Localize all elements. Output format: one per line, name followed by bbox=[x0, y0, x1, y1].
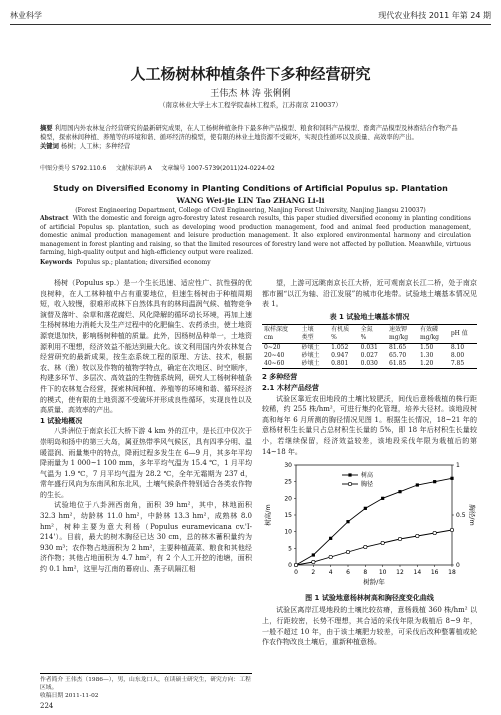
classification-line bbox=[40, 163, 471, 172]
height-point bbox=[416, 484, 419, 487]
y-right-tick-label: 0.5 bbox=[456, 512, 466, 520]
x-tick-label: 16 bbox=[430, 569, 439, 577]
x-tick-label: 18 bbox=[448, 569, 456, 577]
table-header-cell: 速效钾 mg/kg bbox=[387, 325, 418, 344]
x-tick-label: 10 bbox=[378, 569, 387, 577]
table-header-cell: 有机质 % bbox=[329, 325, 359, 344]
legend-marker bbox=[348, 482, 351, 485]
y-left-tick-label: 25 bbox=[284, 478, 292, 486]
series-line-height bbox=[296, 478, 452, 565]
table-row bbox=[262, 360, 477, 369]
table-cell: 0.947 bbox=[331, 352, 349, 360]
table-row bbox=[262, 352, 477, 360]
height-point bbox=[329, 537, 332, 540]
table-cell: 7.85 bbox=[449, 360, 477, 369]
table-cell: 8.10 bbox=[450, 344, 465, 352]
table-cell: 0.801 bbox=[329, 360, 359, 369]
english-abstract-text: With the domestic and foreign agro-forestry latest research results, this paper studied diversified economy in planting conditions of artificial Populus sp. plantation, such as developing wood production management, food and animal feed production management, domestic animal production management and leisure production management. It also explored environmental harmony and circulation management in forest planting and raising, so that the limited resources of forestry land were not affected by pollution. Meanwhile, virtuous farming, high-quality output and high-efficiency output were realized. bbox=[40, 215, 471, 256]
abstract-cn bbox=[40, 124, 461, 151]
section-1-heading: 1 试验地概况 bbox=[40, 416, 83, 425]
dbh-point bbox=[450, 528, 453, 531]
x-tick-label: 0 bbox=[294, 569, 298, 577]
height-point bbox=[312, 554, 315, 557]
y-left-tick-label: 0 bbox=[288, 562, 292, 570]
table-cell: 61.85 bbox=[387, 360, 418, 369]
table-cell: 1.20 bbox=[418, 360, 449, 369]
abstract-label: 摘要 bbox=[40, 125, 53, 132]
legend-label: 胸径 bbox=[361, 481, 374, 489]
table-cell: 0.031 bbox=[360, 344, 378, 352]
table-cell: 0~20 bbox=[264, 344, 281, 352]
x-tick-label: 8 bbox=[363, 569, 368, 577]
body-column-left bbox=[40, 278, 252, 575]
series-line-dbh bbox=[296, 530, 452, 565]
timber-paragraph: 试验区靠近农田地段的土壤比较肥沃，间伐后意杨栽植的株行距较稀，约 255 株/hm²，可进行集约化管理，培养大径材。该地段树高和每年 6 月所测的胸径情况见图 1。根据生长情况，18~21 年的意杨材积生长量只占总材积生长量的 5%，即 18 年后材积生长量较小，若继续保留，经济效益较差，该地段采伐年限为栽植后的第 14~18 年。 bbox=[262, 394, 477, 456]
table-cell: 8.00 bbox=[450, 352, 465, 360]
height-point bbox=[346, 520, 349, 523]
table-cell: 1.50 bbox=[419, 344, 434, 352]
dbh-point bbox=[433, 531, 436, 534]
paper-affiliation: （南京林业大学土木工程学院森林工程系，江苏南京 210037） bbox=[159, 101, 342, 109]
legend-label: 树高 bbox=[361, 472, 374, 480]
footnote bbox=[40, 673, 252, 700]
legend-marker bbox=[348, 474, 351, 477]
english-authors: WANG Wei-jie LIN Tao ZHANG Li-li bbox=[176, 196, 325, 205]
english-keywords-text: Populus sp.; plantation; diversified economy bbox=[76, 259, 211, 266]
abstract-text: 利用国内外农林复合经营研究的最新研究成果，在人工杨树种植条件下最多种产品模型、粮食和饲料产品模型、畜禽产品模型及林畜结合作物产品模型，探索林间种植、养殖等的环境和谐、循环经济的模型，使有限的林业土地资源不受破坏，实现良性循环以及质量、高效率的产出。 bbox=[40, 125, 458, 141]
plot-frame bbox=[296, 465, 452, 565]
site-climate-paragraph: 八卦洲位于南京长江大桥下游 4 km 外的江中，是长江中仅次于崇明岛和扬中的第三大岛，属亚热带季风气候区，具有四季分明、温暖湿润、雨量集中的特点，降雨过程多发生在 6—9 月，其多年平均降雨量为 1 000~1 100 mm，多年平均气温为 15.4 ℃，1 月平均气温为 1.9 ℃，7 月平均气温为 28.2 ℃，全年无霜期为 237 d，常年盛行风向为东南风和东北风，土壤气候条件特别适合各类农作物的生长。 bbox=[40, 427, 252, 499]
x-tick-label: 12 bbox=[396, 569, 404, 577]
author-bio: 作者简介 王伟杰（1986—），男，山东龙口人，在读硕士研究生，研究方向：工程区域。 bbox=[40, 677, 251, 691]
height-point bbox=[381, 497, 384, 500]
dbh-point bbox=[312, 560, 315, 563]
soil-table bbox=[262, 324, 477, 369]
english-abstract bbox=[40, 215, 471, 258]
table-header-cell: 有效磷 mg/kg bbox=[418, 325, 449, 344]
table-header-cell: pH 值 bbox=[449, 325, 477, 344]
height-point bbox=[398, 490, 401, 493]
table-header-cell: 全氮 % bbox=[359, 325, 387, 344]
site-area-paragraph: 试验地位于八卦洲西南角，面积 39 hm²，其中，林地面积 32.3 hm²，幼龄林 11.0 hm²，中龄林 13.3 hm²，成熟林 8.0 hm²，树种主要为意大利杨（Populus euramevicana cv.'I-214'）。目前，最大的树木胸径已达 30 cm，总的林木蓄积量约为 930 m³；农作物占地面积为 2 hm²，主要种植蔬菜、粮食和其他经济作物；其他占地面积为 4.7 hm²，有 2 个人工开挖的池塘，面积约 0.1 hm²，这里与江南的幕府山、燕子矶隔江相 bbox=[40, 501, 252, 574]
x-tick-label: 14 bbox=[413, 569, 422, 577]
table-cell: 砂壤土 bbox=[301, 352, 320, 360]
dbh-point bbox=[381, 541, 384, 544]
figure-caption: 图 1 试验地意杨林树高和胸径度变化曲线 bbox=[305, 593, 434, 602]
table-cell: 81.65 bbox=[389, 344, 407, 352]
table-cell: 砂壤土 bbox=[301, 344, 320, 352]
english-keywords bbox=[40, 259, 471, 266]
y-left-axis-label: 树高/m bbox=[264, 504, 272, 526]
intro-paragraph: 杨树（Populus sp.）是一个生长迅速、适应性广、抗性强的优良树种，在人工林种植中占有重要地位，但速生杨树由于种植周期短，收入较慢，很难形成林下自然体具有的林间温润气候、植物竞争演替及落叶、杂草和落花腐烂、风化降解的循环动长环境，再加上速生杨树林地力消耗大及生产过程中的化肥偏生、农药杀虫，使土地资源衰退加快，影响杨树种植的质量。此外，因杨树品种单一，土地资源利用不理想，经济效益不能达到最大化。该文利用国内外农林复合经营研究的最新成果，按生态系统工程的原理、方法、技术，根据农、林（渔）牧以及作物的植物学特点，确定在次地区、时空顺序，构建多环节、多层次、高效益的生物链系统网，研究人工杨树种植条件下的农林复合经营，探索林间种植、养殖等的环境和谐、循环经济的模式，使有限的土地资源不受破坏并形成良性循环，实现良性以及高质量、高效率的产出。 bbox=[40, 279, 252, 415]
dbh-point bbox=[398, 537, 401, 540]
x-tick-label: 4 bbox=[328, 569, 333, 577]
x-tick-label: 2 bbox=[311, 569, 316, 577]
english-keywords-label: Keywords bbox=[40, 259, 73, 266]
dbh-point bbox=[346, 550, 349, 553]
table-header-cell: 土壤 类型 bbox=[300, 325, 330, 344]
received-date: 收稿日期 2011-11-02 bbox=[40, 693, 99, 699]
y-left-tick-label: 10 bbox=[284, 528, 292, 536]
english-affiliation: (Forest Engineering Department, College of Civil Engineering, Nanjing Forest University, Nanjing Jiangsu 210037) bbox=[75, 207, 426, 214]
site-location-paragraph: 望，上游可远眺南京长江大桥，近可观南京长江二桥，处于南京都市圈“以江为轴、沿江发展”的城市化地带。试验地土壤基本情况见表 1。 bbox=[262, 279, 477, 309]
height-point bbox=[433, 480, 436, 483]
article-number: 文章编号 1007-5739(2011)24-0224-02 bbox=[161, 165, 275, 172]
table-cell: 砂壤土 bbox=[300, 360, 330, 369]
y-right-axis-label: 胸径/m bbox=[468, 504, 476, 526]
journal-section: 林业科学 bbox=[10, 11, 42, 20]
y-left-tick-label: 30 bbox=[284, 462, 292, 470]
english-title: Study on Diversified Economy in Planting Conditions of Artificial Populus sp. Plantation bbox=[53, 184, 448, 193]
keywords-text: 杨树；人工林；多种经营 bbox=[60, 143, 131, 150]
section-2-heading: 2 多种经营 bbox=[262, 373, 298, 382]
table-cell: 0.030 bbox=[359, 360, 387, 369]
growth-chart bbox=[262, 457, 477, 587]
x-tick-label: 6 bbox=[346, 569, 350, 577]
dbh-point bbox=[364, 545, 367, 548]
table-cell: 20~40 bbox=[264, 352, 285, 360]
running-header bbox=[10, 8, 491, 25]
y-right-tick-label: 1 bbox=[456, 462, 460, 470]
y-right-tick-label: 0 bbox=[456, 562, 460, 570]
table-row bbox=[262, 344, 477, 353]
table-cell: 40~60 bbox=[262, 360, 300, 369]
document-code: 文献标识码 A bbox=[115, 165, 152, 172]
page-number: 224 bbox=[40, 702, 54, 710]
table-cell: 1.052 bbox=[331, 344, 349, 352]
y-left-tick-label: 20 bbox=[284, 495, 292, 503]
table-cell: 0.027 bbox=[360, 352, 378, 360]
journal-issue: 现代农业科技 2011 年第 24 期 bbox=[378, 11, 491, 20]
table-cell: 65.70 bbox=[389, 352, 407, 360]
paper-authors: 王伟杰 林 涛 张俐俐 bbox=[210, 89, 291, 99]
height-point bbox=[450, 477, 453, 480]
table-header-cell: 取样深度 cm bbox=[262, 325, 300, 344]
paper-title: 人工杨树林种植条件下多种经营研究 bbox=[130, 65, 371, 83]
clc-number: 中图分类号 S792.110.6 bbox=[40, 165, 107, 172]
dbh-point bbox=[294, 563, 297, 566]
body-column-right bbox=[262, 278, 477, 648]
poor-soil-paragraph: 试验区离岸江堤地段的土壤比较贫瘠，意杨栽植 360 株/hm² 以上，行距较密，长势不理想，其合适的采伐年限为栽植后 8~9 年，一般不超过 10 年，由于该土壤肥力较差，可采伐后改种整薯植或轮作农作物改良土壤后，重新种植意杨。 bbox=[262, 606, 477, 647]
table-caption: 表 1 试验地土壤基本情况 bbox=[329, 312, 410, 321]
keywords-label: 关键词 bbox=[40, 143, 59, 150]
english-abstract-label: Abstract bbox=[40, 215, 69, 222]
y-left-tick-label: 15 bbox=[284, 512, 292, 520]
y-left-tick-label: 5 bbox=[288, 545, 292, 553]
table-cell: 1.30 bbox=[419, 352, 434, 360]
section-2-1-heading: 2.1 木材产品经营 bbox=[262, 383, 319, 392]
height-point bbox=[364, 507, 367, 510]
dbh-point bbox=[329, 555, 332, 558]
x-axis-label: 树龄/年 bbox=[363, 578, 385, 587]
dbh-point bbox=[416, 534, 419, 537]
